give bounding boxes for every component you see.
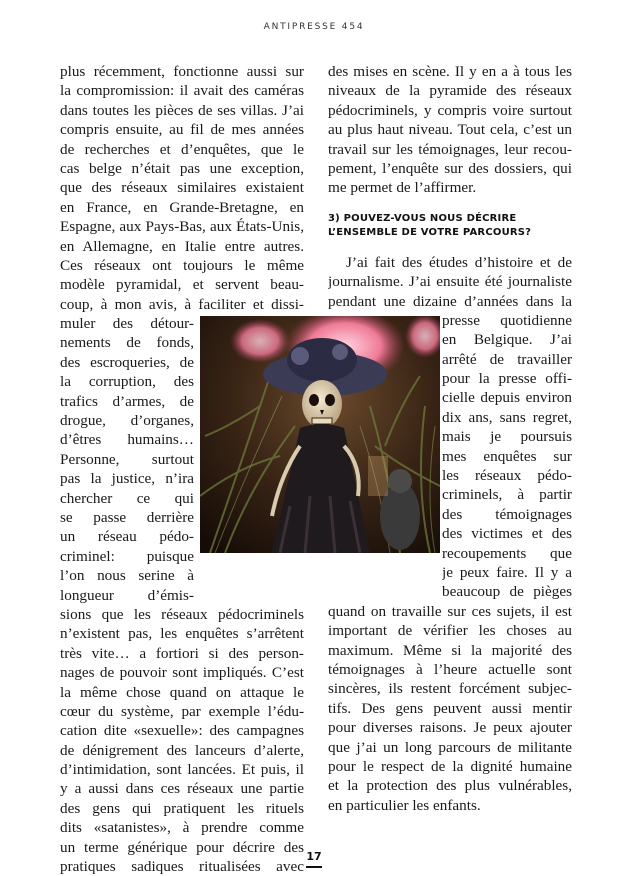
text-line: quand on travaille sur ces sujets, il est <box>328 602 572 620</box>
text-line: un réseau pédo- <box>60 528 194 546</box>
text-line: criminel: puisque <box>60 547 194 565</box>
calavera-figurine-photo <box>200 316 440 553</box>
question-heading-line-2: L’ENSEMBLE DE VOTRE PARCOURS? <box>328 226 532 238</box>
text-line: nements de fonds, <box>60 334 194 352</box>
text-line: chercher ce qui <box>60 489 194 507</box>
text-line: en particulier les enfants. <box>328 796 481 814</box>
text-line: maximum. Même si la majorité des <box>328 641 572 659</box>
text-line: tifs. Des gens peuvent aussi mentir <box>328 699 572 717</box>
text-line: de recherches et d’enquêtes, que le <box>60 140 304 158</box>
text-line: criminels, à partir <box>442 486 572 504</box>
text-line: pement, l’enquête sur des dossiers, qui <box>328 159 572 177</box>
text-line: nages de pouvoir sont impliqués. C’est <box>60 664 304 682</box>
text-line: dix ans, sans regret, <box>442 408 572 426</box>
text-line: recoupements que <box>442 544 572 562</box>
text-line: d’intimidation, sont lancées. Et puis, il <box>60 761 304 779</box>
text-line: la compromission: il avait des caméras <box>60 82 304 100</box>
text-line: en France, en Grande-Bretagne, en <box>60 198 304 216</box>
text-line: me permet de l’affirmer. <box>328 179 477 197</box>
text-line: et la protection des plus vulnérables, <box>328 777 572 795</box>
text-line: mes enquêtes sur <box>442 447 572 465</box>
running-head: ANTIPRESSE 454 <box>263 22 365 32</box>
text-line: des mises en scène. Il y en a à tous les <box>328 63 572 80</box>
page-number-rule <box>306 866 322 868</box>
text-line: au plus haut niveau. Tout cela, c’est un <box>328 121 572 139</box>
text-line: en Allemagne, en Italie entre autres. <box>60 237 304 255</box>
text-line: que des réseaux similaires existaient <box>60 179 304 197</box>
text-line: Ces réseaux ont toujours le même <box>60 256 304 274</box>
text-line: des témoignages <box>442 505 572 523</box>
text-line: beaucoup de pièges <box>442 583 572 601</box>
text-line: cas belge n’était pas une exception, <box>60 159 304 177</box>
text-line: la corruption, des <box>60 373 194 391</box>
text-line: coup, à mon avis, à faciliter et dissi- <box>60 295 304 313</box>
text-line: journalisme. J’ai ensuite été journaliste <box>328 273 572 291</box>
text-line: sions que les réseaux pédocriminels <box>60 605 304 623</box>
text-line: les réseaux pédo- <box>442 467 572 485</box>
text-line: n’existent pas, les enquêtes s’arrêtent <box>60 625 304 643</box>
text-line: des escroqueries, de <box>60 353 194 371</box>
text-line: pour la presse offi- <box>442 370 572 388</box>
text-line: plus récemment, fonctionne aussi sur <box>60 63 304 80</box>
text-line: mais je poursuis <box>442 428 572 446</box>
text-line: trafics d’armes, de <box>60 392 194 410</box>
text-line: niveaux de la pyramide des réseaux <box>328 82 572 100</box>
page-number: 17 <box>306 850 322 863</box>
text-line: témoignages à l’heure actuelle sont <box>328 660 572 678</box>
text-line: très vite… a fortiori si des person- <box>60 644 304 662</box>
text-line: dits «satanistes», à prendre comme <box>60 819 304 837</box>
text-line: en Belgique. J’ai <box>442 331 572 349</box>
text-line: que j’ai un long parcours de militante <box>328 738 572 756</box>
question-heading <box>328 212 572 240</box>
text-line: dans toutes les pièces de ses villas. J’ai <box>60 101 304 119</box>
text-line: travail sur les témoignages, leur recou- <box>328 140 572 158</box>
text-line: important de vérifier les choses au <box>328 622 572 640</box>
text-line: compris ensuite, au fil de mes années <box>60 121 304 139</box>
text-line: cœur du système, par exemple l’édu- <box>60 702 304 720</box>
right-column-top-paragraph <box>328 62 572 198</box>
text-line: J’ai fait des études d’histoire et de <box>346 253 572 271</box>
text-line: pédocriminels, y compris voire surtout <box>328 101 572 119</box>
text-line: Espagne, aux Pays-Bas, aux États-Unis, <box>60 218 304 236</box>
text-line: pas la justice, n’ira <box>60 470 194 488</box>
text-line: de dénigrement des lanceurs d’alerte, <box>60 741 304 759</box>
text-line: des victimes et des <box>442 525 572 543</box>
text-line: drogue, d’organes, <box>60 412 194 430</box>
text-line: presse quotidienne <box>442 311 572 329</box>
text-line: y a aussi dans ces réseaux une partie <box>60 780 304 798</box>
text-line: pratiques sadiques ritualisées avec <box>60 858 304 876</box>
question-heading-line-1: 3) POUVEZ-VOUS NOUS DÉCRIRE <box>328 212 517 224</box>
text-line: muler des détour- <box>60 315 194 333</box>
text-line: cation dite «sexuelle»: des campagnes <box>60 722 304 740</box>
text-line: un terme générique pour décrire des <box>60 838 304 856</box>
text-line: la même chose quand on attaque le <box>60 683 304 701</box>
text-line: pour le respect de la dignité humaine <box>328 757 572 775</box>
text-line: d’êtres humains… <box>60 431 194 449</box>
text-line: sincères, ils restent forcément subjec- <box>328 680 572 698</box>
text-line: se passe derrière <box>60 508 194 526</box>
text-line: arrêté de travailler <box>442 350 572 368</box>
text-line: modèle pyramidal, et servent beau- <box>60 276 304 294</box>
text-line: longueur d’émis- <box>60 586 194 604</box>
text-line: cielle depuis environ <box>442 389 572 407</box>
text-line: je peux faire. Il y a <box>442 563 572 581</box>
text-line: pendant une dizaine d’années dans la <box>328 292 572 310</box>
text-line: Personne, surtout <box>60 450 194 468</box>
text-line: l’on nous serine à <box>60 567 194 585</box>
text-line: des gens qui pratiquent les rituels <box>60 799 304 817</box>
text-line: pour diverses raisons. Je peux ajouter <box>328 719 572 737</box>
